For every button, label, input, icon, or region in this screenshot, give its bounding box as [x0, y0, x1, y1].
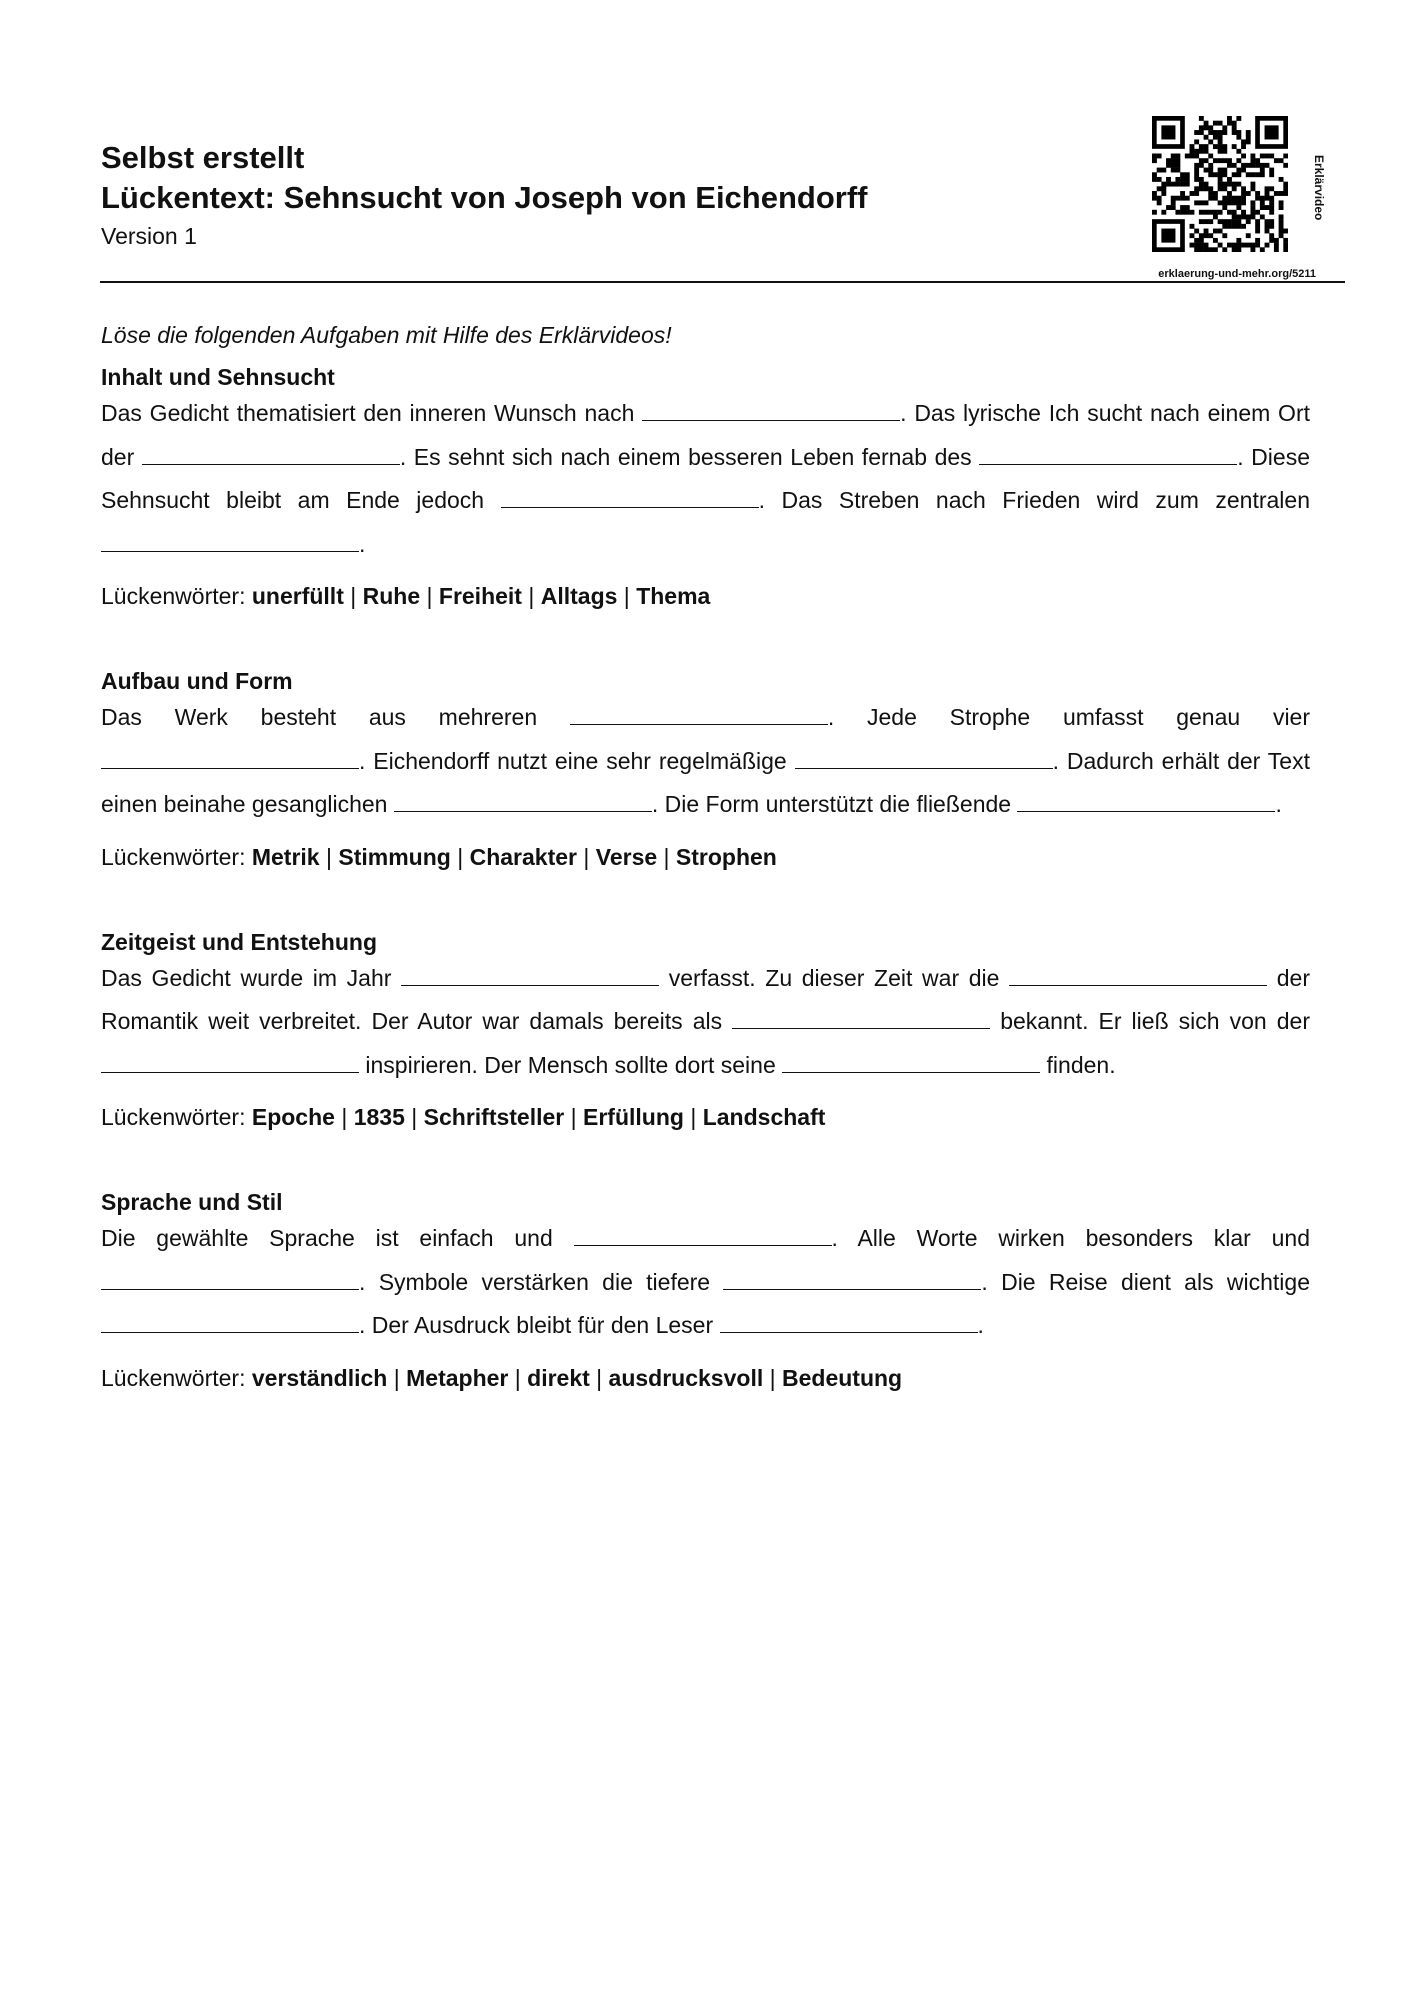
- word-bank-item: Metrik: [251, 843, 320, 870]
- text-segment: finden.: [1040, 1051, 1116, 1078]
- text-segment: . Symbole verstärken die tiefere: [359, 1268, 724, 1295]
- text-segment: inspirieren. Der Mensch sollte dort seine: [359, 1051, 783, 1078]
- word-bank-item: Epoche: [251, 1104, 335, 1130]
- erklaervideo-label: Erklärvideo: [1312, 155, 1326, 221]
- text-segment: Die gewählte Sprache ist einfach und: [101, 1225, 574, 1251]
- word-bank-item: Schriftsteller: [423, 1104, 565, 1130]
- gap-blank[interactable]: [782, 1054, 1040, 1073]
- gap-blank[interactable]: [720, 1314, 978, 1333]
- section-text: [101, 957, 1310, 1088]
- word-bank: Lückenwörter: unerfüllt | Ruhe | Freiheit | Alltags | Thema: [101, 583, 711, 609]
- gap-blank[interactable]: [101, 1054, 359, 1073]
- word-bank-item: direkt: [527, 1364, 590, 1391]
- qr-code-icon[interactable]: [1152, 116, 1288, 252]
- gap-blank[interactable]: [101, 1271, 359, 1290]
- gap-blank[interactable]: [101, 533, 359, 552]
- word-bank-item: Stimmung: [338, 843, 451, 870]
- word-bank-item: verständlich: [251, 1364, 388, 1391]
- text-segment: bekannt. Er ließ sich von der: [990, 1008, 1310, 1034]
- word-bank-label: Lückenwörter:: [101, 583, 246, 609]
- header-divider: [100, 281, 1345, 283]
- text-segment: .: [977, 1312, 984, 1338]
- gap-blank[interactable]: [101, 1314, 359, 1333]
- gap-blank[interactable]: [732, 1010, 990, 1029]
- worksheet-title-line1: Selbst erstellt: [101, 140, 305, 175]
- word-bank-item: Alltags: [540, 583, 618, 609]
- gap-blank[interactable]: [142, 446, 400, 465]
- section-sprache: [101, 1187, 1310, 1394]
- word-bank-item: Ruhe: [362, 583, 421, 609]
- section-text: [101, 696, 1310, 827]
- word-bank-label: Lückenwörter:: [101, 1364, 246, 1391]
- text-segment: der Romantik weit verbreitet. Der Autor war damals bereits als: [101, 964, 1310, 1034]
- worksheet-content: [101, 318, 1310, 1394]
- text-segment: . Alle Worte wirken besonders klar und: [831, 1225, 1310, 1251]
- text-segment: .: [1275, 791, 1282, 817]
- gap-blank[interactable]: [1009, 967, 1267, 986]
- gap-blank[interactable]: [574, 1227, 832, 1246]
- text-segment: . Der Ausdruck bleibt für den Leser: [359, 1312, 720, 1338]
- word-bank-item: Verse: [595, 843, 658, 870]
- text-segment: . Jede Strophe umfasst genau vier: [827, 704, 1310, 730]
- word-bank: Lückenwörter: verständlich | Metapher | direkt | ausdrucksvoll | Bedeutung: [101, 1364, 903, 1391]
- section-inhalt: [101, 362, 1310, 612]
- text-segment: .: [359, 530, 366, 557]
- section-title: Inhalt und Sehnsucht: [101, 364, 335, 390]
- text-segment: verfasst. Zu dieser Zeit war die: [659, 964, 1010, 991]
- section-aufbau: [101, 666, 1310, 873]
- word-bank: Lückenwörter: Epoche | 1835 | Schriftsteller | Erfüllung | Landschaft: [101, 1104, 826, 1130]
- gap-blank[interactable]: [642, 402, 900, 421]
- section-zeitgeist: [101, 927, 1310, 1134]
- gap-blank[interactable]: [101, 750, 359, 769]
- word-bank-item: ausdrucksvoll: [608, 1364, 764, 1391]
- gap-blank[interactable]: [401, 967, 659, 986]
- worksheet-title-line2: Lückentext: Sehnsucht von Joseph von Eichendorff: [101, 180, 868, 215]
- text-segment: Das Werk besteht aus mehreren: [101, 704, 570, 730]
- section-text: [101, 1217, 1310, 1348]
- text-segment: . Das Streben nach Frieden wird zum zentralen: [758, 487, 1310, 513]
- word-bank: Lückenwörter: Metrik | Stimmung | Charakter | Verse | Strophen: [101, 843, 777, 870]
- gap-blank[interactable]: [723, 1271, 981, 1290]
- word-bank-item: Metapher: [406, 1364, 509, 1391]
- gap-blank[interactable]: [795, 750, 1053, 769]
- section-title: Sprache und Stil: [101, 1189, 283, 1215]
- worksheet-header: [101, 138, 1101, 252]
- text-segment: Das Gedicht thematisiert den inneren Wunsch nach: [101, 400, 643, 426]
- qr-url-link[interactable]: erklaerung-und-mehr.org/5211: [1158, 268, 1316, 280]
- text-segment: . Es sehnt sich nach einem besseren Leben fernab des: [399, 443, 980, 470]
- word-bank-item: Thema: [636, 583, 711, 609]
- gap-blank[interactable]: [1017, 793, 1275, 812]
- word-bank-item: Freiheit: [438, 583, 522, 609]
- word-bank-item: Landschaft: [702, 1104, 826, 1130]
- gap-blank[interactable]: [979, 446, 1237, 465]
- worksheet-version: Version 1: [101, 223, 197, 249]
- text-segment: . Die Reise dient als wichtige: [981, 1268, 1310, 1295]
- gap-blank[interactable]: [394, 793, 652, 812]
- word-bank-item: Erfüllung: [583, 1104, 684, 1130]
- text-segment: . Eichendorff nutzt eine sehr regelmäßige: [359, 747, 795, 774]
- gap-blank[interactable]: [570, 706, 828, 725]
- word-bank-label: Lückenwörter:: [101, 843, 246, 870]
- instruction-text: Löse die folgenden Aufgaben mit Hilfe des Erklärvideos!: [101, 322, 672, 348]
- section-title: Aufbau und Form: [101, 668, 293, 694]
- text-segment: Das Gedicht wurde im Jahr: [101, 964, 402, 991]
- section-text: [101, 392, 1310, 566]
- word-bank-item: Bedeutung: [782, 1364, 903, 1391]
- word-bank-item: Charakter: [469, 843, 577, 870]
- section-title: Zeitgeist und Entstehung: [101, 928, 377, 955]
- text-segment: . Das lyrische Ich sucht nach einem Ort der: [101, 400, 1310, 470]
- word-bank-label: Lückenwörter:: [101, 1104, 246, 1130]
- word-bank-item: 1835: [353, 1104, 405, 1130]
- text-segment: . Diese Sehnsucht bleibt am Ende jedoch: [101, 443, 1310, 513]
- word-bank-item: Strophen: [675, 843, 777, 870]
- text-segment: . Die Form unterstützt die fließende: [651, 791, 1018, 817]
- gap-blank[interactable]: [501, 489, 759, 508]
- word-bank-item: unerfüllt: [251, 583, 344, 609]
- text-segment: . Dadurch erhält der Text einen beinahe gesanglichen: [101, 747, 1310, 817]
